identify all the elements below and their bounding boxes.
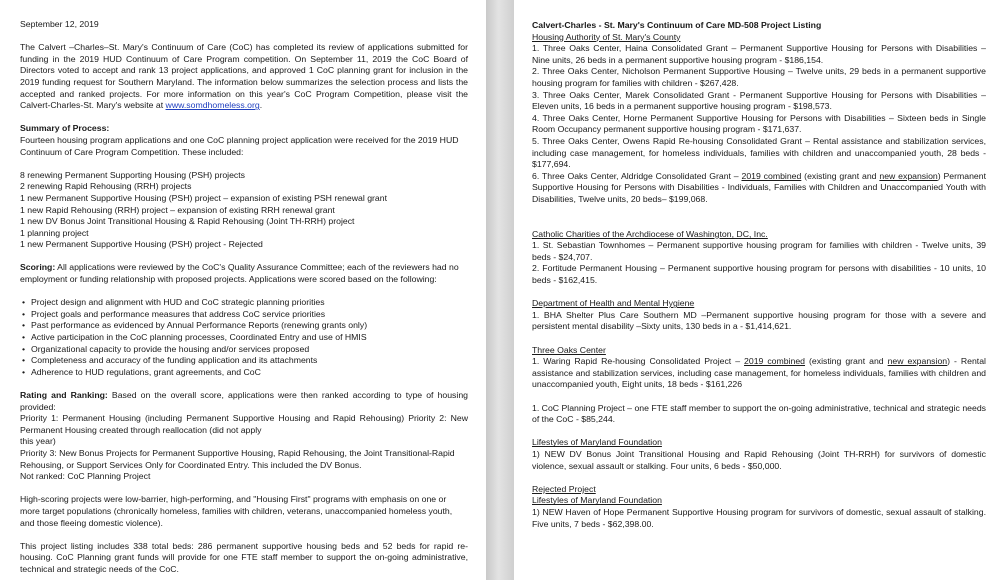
project-item: 1) NEW DV Bonus Joint Transitional Housing and Rapid Rehousing (Joint TH-RRH) for survivors of domestic violence, sexual assault or stalking. Four units, 6 beds - $50,000. [532, 448, 986, 471]
left-page-content [20, 19, 468, 576]
intro-paragraph [20, 42, 468, 112]
criteria-item: • Active participation in the CoC planning processes, Coordinated Entry and use of HMIS [31, 332, 468, 344]
project-item: 1. CoC Planning Project – one FTE staff member to support the on-going administrative, technical and strategic needs of the CoC - $85,244. [532, 402, 986, 425]
document-date: September 12, 2019 [20, 19, 99, 29]
criteria-item: • Adherence to HUD regulations, grant agreements, and CoC [31, 367, 468, 379]
application-item: 1 new Rapid Rehousing (RRH) project – expansion of existing RRH renewal grant [20, 204, 335, 215]
project-item-text: ) Permanent Supportive Housing for Persons with Disabilities - Individuals, Families with Children and Unaccompanied Youth with Disabilities, Twelve units, 20 beds– $199,068. [532, 170, 986, 204]
intro-end: . [259, 100, 263, 111]
application-item: 1 new Permanent Supportive Housing (PSH) project – expansion of existing PSH renewal grant [20, 192, 388, 203]
criteria-item: • Project design and alignment with HUD and CoC strategic planning priorities [31, 297, 468, 309]
project-item-text: 6. Three Oaks Center, Aldridge Consolidated Grant – [532, 170, 742, 181]
section-heading-rejected: Rejected Project [532, 483, 596, 494]
project-item: 2. Three Oaks Center, Nicholson Permanent Supportive Housing – Twelve units, 29 beds in a permanent supportive housing program for families with children - $267,428. [532, 66, 986, 88]
application-item: 2 renewing Rapid Rehousing (RRH) projects [20, 181, 192, 192]
criteria-item: • Project goals and performance measures that address CoC service priorities [31, 309, 468, 321]
priority-1-continued: this year) [20, 436, 56, 447]
priority-3: Priority 3: New Bonus Projects for Permanent Supportive Housing, Rapid Rehousing, the Joint Transitional-Rapid Rehousing, or Support Services Only for Coordinated Entry. This included the DV Bonus. [20, 447, 455, 470]
expansion-label: new expansion [879, 170, 938, 181]
ranking-paragraph [20, 390, 468, 413]
criteria-item: • Past performance as evidenced by Annual Performance Reports (renewing grants only) [31, 320, 468, 332]
scoring-text: All applications were reviewed by the CoC's Quality Assurance Committee; each of the reviewers had no employment or funding relationship with proposed projects. Applications were scored based on the following: [20, 262, 459, 285]
combined-label: 2019 combined [741, 170, 802, 181]
application-item: 1 planning project [20, 227, 89, 238]
criteria-item: • Organizational capacity to provide the housing and/or services proposed [31, 344, 468, 356]
website-link[interactable]: www.somdhomeless.org [165, 100, 260, 111]
section-heading-lifestyles: Lifestyles of Maryland Foundation [532, 437, 662, 448]
project-item: 4. Three Oaks Center, Horne Permanent Supportive Housing for Persons with Disabilities – Sixteen beds in Single Room Occupancy permanent supportive housing program - $171,637. [532, 112, 986, 135]
priority-1: Priority 1: Permanent Housing (including Permanent Supportive Housing and Rapid Rehousing) Priority 2: New Permanent Housing created through reallocation (did not apply [20, 413, 468, 435]
project-item: 1. Three Oaks Center, Haina Consolidated Grant – Permanent Supportive Housing for Persons with Disabilities – Nine units, 26 beds in a permanent supportive housing program - $186,154. [532, 43, 986, 65]
right-page-content [532, 20, 986, 530]
scoring-heading: Scoring: [20, 262, 56, 273]
section-heading-three-oaks: Three Oaks Center [532, 344, 606, 355]
expansion-label: new expansion [887, 356, 948, 367]
section-heading-hasmc: Housing Authority of St. Mary's County [532, 31, 681, 42]
combined-label: 2019 combined [744, 356, 806, 367]
application-item: 8 renewing Permanent Supporting Housing (PSH) projects [20, 169, 246, 180]
document-page-left [0, 0, 486, 580]
rejected-org-heading: Lifestyles of Maryland Foundation [532, 495, 662, 506]
section-heading-catholic-charities: Catholic Charities of the Archdiocese of Washington, DC, Inc. [532, 228, 768, 239]
application-item: 1 new Permanent Supportive Housing (PSH) project - Rejected [20, 239, 263, 250]
document-page-right [514, 0, 1000, 580]
project-item-text: ) - Rental assistance and stabilization services, including case management, for homeless individuals, families with children and unaccompanied youth, Eight units, 18 beds - $161,226 [532, 356, 986, 390]
project-item: 1. St. Sebastian Townhomes – Permanent supportive housing program for families with children - Twelve units, 39 beds - $24,707. [532, 240, 986, 262]
project-item: 5. Three Oaks Center, Owens Rapid Re-housing Consolidated Grant – Rental assistance and stabilization services, including case management, for homeless individuals, families with children and unaccompanied youth, 28 beds - $177,694. [532, 135, 986, 170]
project-item-text: (existing grant and [805, 356, 888, 367]
project-item: 2. Fortitude Permanent Housing – Permanent supportive housing program for persons with disabilities - 10 units, 10 beds - $162,415. [532, 263, 986, 286]
not-ranked: Not ranked: CoC Planning Project [20, 471, 151, 482]
section-heading-dhmh: Department of Health and Mental Hygiene [532, 298, 695, 309]
project-item-text: (existing grant and [801, 170, 880, 181]
project-item-text: 1. Waring Rapid Re-housing Consolidated Project – [532, 356, 745, 367]
summary-text: Fourteen housing program applications and one CoC planning project application were received for the 2019 HUD Continuum of Care Program Competition. These included: [20, 134, 459, 157]
ranking-heading: Rating and Ranking: [20, 390, 108, 400]
project-listing-title: Calvert-Charles - St. Mary's Continuum of Care MD-508 Project Listing [532, 20, 822, 30]
project-item: 1) NEW Haven of Hope Permanent Supportive Housing program for survivors of domestic, sexual assault of stalking. Five units, 7 beds - $62,398.00. [532, 506, 986, 529]
high-scoring-paragraph: High-scoring projects were low-barrier, high-performing, and "Housing First" programs with emphasis on one or more target populations (chronically homeless, families with children, veterans, unaccompanied homeless youth, and those fleeing domestic violence). [20, 494, 453, 528]
criteria-list [20, 297, 468, 378]
scoring-paragraph [20, 262, 468, 285]
project-item [532, 171, 986, 206]
intro-text: The Calvert –Charles–St. Mary's Continuum of Care (CoC) has completed its review of applications submitted for funding in the 2019 HUD Continuum of Care Program competition. On September 11, 2019 the CoC Board of Directors voted to accept and rank 13 project applications, and approved 1 CoC planning grant for inclusion in the 2019 funding request for Southern Maryland. The information below summarizes the selection process and lists the accepted and ranked projects. For more information on this year's CoC Program Competition, please visit the Calvert-Charles-St. Mary's website at [20, 42, 468, 111]
ranking-text: Based on the overall score, applications were then ranked according to type of housing provided: [20, 390, 468, 412]
project-item [532, 356, 986, 391]
criteria-item: • Completeness and accuracy of the funding application and its attachments [31, 355, 468, 367]
listing-summary-paragraph: This project listing includes 338 total beds: 286 permanent supportive housing beds and 52 beds for rapid re-housing. CoC Planning grant funds will provide for one FTE staff member to support the on-going administrative, technical and strategic needs of the CoC. [20, 540, 468, 574]
project-item: 1. BHA Shelter Plus Care Southern MD –Permanent supportive housing program for those with a severe and persistent mental disability –Sixty units, 130 beds in a - $1,414,621. [532, 309, 986, 332]
project-item: 3. Three Oaks Center, Marek Consolidated Grant - Permanent Supportive Housing for Persons with Disabilities – Eleven units, 16 beds in a permanent supportive housing program - $198,573. [532, 89, 986, 112]
application-item: 1 new DV Bonus Joint Transitional Housing & Rapid Rehousing (Joint TH-RRH) project [20, 216, 355, 227]
page-gutter [486, 0, 514, 580]
summary-heading: Summary of Process: [20, 123, 110, 134]
